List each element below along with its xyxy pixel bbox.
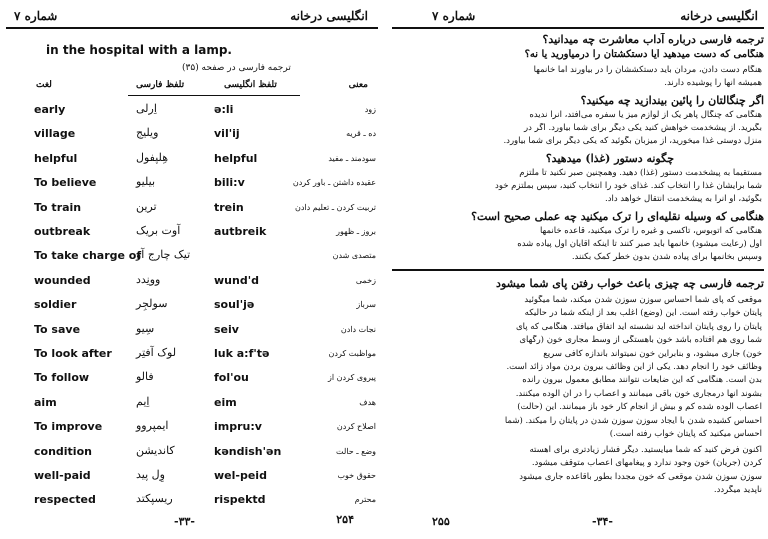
vocab-persian-pron: ایمپروو [136,419,169,432]
vocab-persian-pron: هِلپفول [136,151,169,164]
q2-body-line: هنگامی که چنگال پاهر یک از لوازم میز یا سفره می‌افتد، آنرا ندیده [529,110,762,120]
vocab-meaning: متصدی شدن [332,251,376,260]
vocab-english-pron: luk a:f'tə [214,347,270,360]
q5-title: ترجمه فارسی چه چیزی باعث خواب رفتن پای شما میشود [496,277,764,290]
vocab-word: aim [34,396,57,409]
vocab-english-pron: eim [214,396,237,409]
vocab-persian-pron: سولجِر [136,297,168,310]
vocab-word: To look after [34,347,112,360]
vocab-english-pron: wund'd [214,274,259,287]
vocab-meaning: هدف [359,398,376,407]
column-word: لغت [36,80,52,90]
column-meaning: معنی [348,80,368,90]
vocab-word: early [34,103,66,116]
vocab-english-pron: trein [214,201,244,214]
vocab-word: To believe [34,176,97,189]
vocab-meaning: زخمی [355,276,376,285]
section-label: ترجمه فارسی در صفحه (۳۵) [182,63,291,73]
vocab-word: helpful [34,152,78,165]
vocab-persian-pron: اِیم [136,395,150,408]
vocab-word: To save [34,323,81,336]
q5-body-line: وظائف خود را انجام دهد. یکی از این وظائف بیرون بردن مواد زائد است. [506,362,762,372]
issue-number: شماره ۷ [14,9,58,23]
vocab-english-pron: vil'ij [214,127,240,140]
vocab-persian-pron: اِرلی [136,102,157,115]
q6-body-line: کردن (جریان) خون وجود ندارد و پیغامهای اعصاب متوقف میشود. [531,458,762,468]
vocab-english-pron: soul'jə [214,298,255,311]
vocab-english-pron: bili:v [214,176,245,189]
q5-body-line: بدن است. هنگامی که این ضایعات نتوانند مطابق معمول بیرون رانده [522,375,762,385]
vocab-meaning: حقوق خوب [337,471,376,480]
vocab-meaning: سودمند ـ مفید [328,154,376,163]
q5-body-line: پایتان را روی پایتان انداخته اید نشسته اید اتفاق میافتد. هنگامی که پای [515,322,762,332]
page-header-title: انگلیسی درخانه [680,9,758,23]
vocab-word: To train [34,201,82,214]
vocab-persian-pron: سِیو [136,322,155,335]
q5-body-line: احساس کشیده شدن با ایجاد سوزن سوزن شدن در پایتان را میکند. (شما [504,416,762,426]
page-number: ۲۵۴ [336,513,354,526]
vocab-english-pron: rispektd [214,493,266,506]
q4-body-line: اول (رعایت میشود) خانمها باید صبر کنند تا اینکه آقایان اول پیاده شده [517,239,762,249]
header-rule [6,27,378,29]
vocab-word: respected [34,493,96,506]
right-page [392,3,764,535]
vocab-english-pron: seiv [214,323,239,336]
vocab-meaning: پیروی کردن از [327,373,376,382]
vocab-english-pron: autbreik [214,225,267,238]
issue-number: شماره ۷ [432,9,476,23]
page-footer-center: -۳۳- [174,515,195,528]
vocab-word: wounded [34,274,91,287]
header-rule [392,27,764,29]
q4-body-line: هنگامی که اتوبوس، تاکسی و غیره را ترک میکنید، قاعده خانمها [539,226,762,236]
q5-body-line: شما روی هم افتاده باشد خون بآهستگی از وسط مجاری خون (رگهای [519,335,762,345]
vocab-persian-pron: وِل پید [136,468,165,481]
intro-english-line: in the hospital with a lamp. [46,43,232,57]
page-number: ۲۵۵ [432,515,450,528]
vocab-meaning: عقیده داشتن ـ باور کردن [292,178,376,187]
q5-body-line: موقعی که پای شما احساس سوزن سوزن شدن میکند، شما میگوئید [524,295,762,305]
vocab-word: village [34,127,76,140]
q5-body-line: پایتان خواب رفته است. این (وضع) اغلب بعد از اینکه شما در حالیکه [524,308,762,318]
vocab-meaning: محترم [354,495,376,504]
left-page [6,3,378,535]
q2-title: اگر چنگالتان را پائین بیندازید چه میکنید؟ [580,94,764,107]
column-persian-pron: تلفظ فارسی [136,80,185,90]
vocab-english-pron: helpful [214,152,258,165]
vocab-persian-pron: آوت بریک [136,224,181,237]
q1-subtitle: هنگامی که دست میدهید آیا دستکشتان را درمیآورید یا نه؟ [524,49,764,60]
vocab-persian-pron: ویلیج [136,126,159,139]
vocab-english-pron: fol'ou [214,371,249,384]
q6-body-line: ناپدید میگردد. [713,485,762,495]
vocab-english-pron: kəndish'ən [214,445,282,458]
vocab-english-pron: impru:v [214,420,262,433]
vocab-meaning: سرباز [356,300,376,309]
q3-body-line: شما برایشان غذا را انتخاب کند. غذای خود را انتخاب کنید، سپس بملتزم خود [495,181,762,191]
vocab-word: well-paid [34,469,91,482]
vocab-word: To improve [34,420,103,433]
page-header-title: انگلیسی درخانه [290,9,368,23]
vocab-word: condition [34,445,92,458]
column-underline [128,95,218,96]
vocab-english-pron: ə:li [214,103,234,116]
vocab-meaning: مواظبت کردن [328,349,376,358]
q5-body-line: احساس میکنید که پایتان خواب رفته است.) [609,429,762,439]
column-english-pron: تلفظ انگلیسی [224,80,277,90]
q3-body-line: مستقیماً به پیشخدمت دستور (غذا) دهید. وهمچنین صبر نکنید تا ملتزم [519,168,762,178]
q1-title: ترجمه فارسی درباره آداب معاشرت چه میدانید؟ [542,33,764,46]
q1-body-line: هنگام دست دادن، مردان باید دستکششان را در بیاورند اما خانمها [533,65,762,75]
q2-body-line: منزل دوستی غذا میخورید، از میزبان بگوئید که یکی دیگر برای شما بیاورد. [503,136,762,146]
vocab-persian-pron: وونِدد [136,273,161,286]
vocab-word: To follow [34,371,90,384]
q5-body-line: اعصاب آلوده شده کم و بیش از انجام کار خود باز میمانند. این (حالت) [517,402,762,412]
vocab-persian-pron: ترین [136,200,157,213]
page-footer-center: -۳۴- [592,515,613,528]
q6-body-line: سوزن سوزن شدن موقعی که خون مجدداً بطور باقاعده جاری میشود [519,472,762,482]
vocab-word: outbreak [34,225,91,238]
q6-body-line: اکنون فرض کنید که شما میایستید. دیگر فشار زیادتری برای آهسته [529,445,762,455]
q3-body-line: بگوئید، او آنرا به پیشخدمت انتقال خواهد داد. [605,194,762,204]
vocab-meaning: ده ـ قریه [346,129,376,138]
vocab-persian-pron: فالو [136,370,154,383]
vocab-persian-pron: تیک چارج آو [136,248,191,261]
vocab-persian-pron: کاندیشن [136,444,175,457]
vocab-word: To take charge of [34,249,142,262]
column-underline [218,95,300,96]
vocab-persian-pron: لوک آفتِر [136,346,177,359]
q3-title: چگونه دستور (غذا) میدهید؟ [545,152,674,165]
vocab-persian-pron: ریسپکتد [136,492,173,505]
vocab-meaning: تربیت کردن ـ تعلیم دادن [294,203,376,212]
vocab-meaning: اصلاح کردن [336,422,376,431]
vocab-meaning: بروز ـ ظهور [336,227,376,236]
vocab-meaning: نجات دادن [340,325,376,334]
vocab-persian-pron: بیلیو [136,175,156,188]
q4-title: هنگامی که وسیله نقلیه‌ای را ترک میکنید چه عملی صحیح است؟ [471,210,764,223]
vocab-english-pron: wel-peid [214,469,267,482]
vocab-word: soldier [34,298,77,311]
q5-body-line: خون) جاری میشود، و بنابراین خون نمیتواند باندازه کافی سریع [543,349,762,359]
q1-body-line: همیشه آنها را پوشیده دارند. [664,78,762,88]
section-divider [392,269,764,271]
q4-body-line: وسپس بخانمها برای پیاده شدن بدون خطر کمک بکنند. [571,252,762,262]
vocab-meaning: وضع ـ حالت [335,447,376,456]
q5-body-line: بشوند آنها درمجاری خون باقی میمانند و اعصاب را در آن آلوده میکنند. [515,389,762,399]
vocab-meaning: زود [364,105,376,114]
q2-body-line: بگیرید. از پیشخدمت خواهش کنید یکی دیگر برای شما بیاورد. اگر در [524,123,762,133]
